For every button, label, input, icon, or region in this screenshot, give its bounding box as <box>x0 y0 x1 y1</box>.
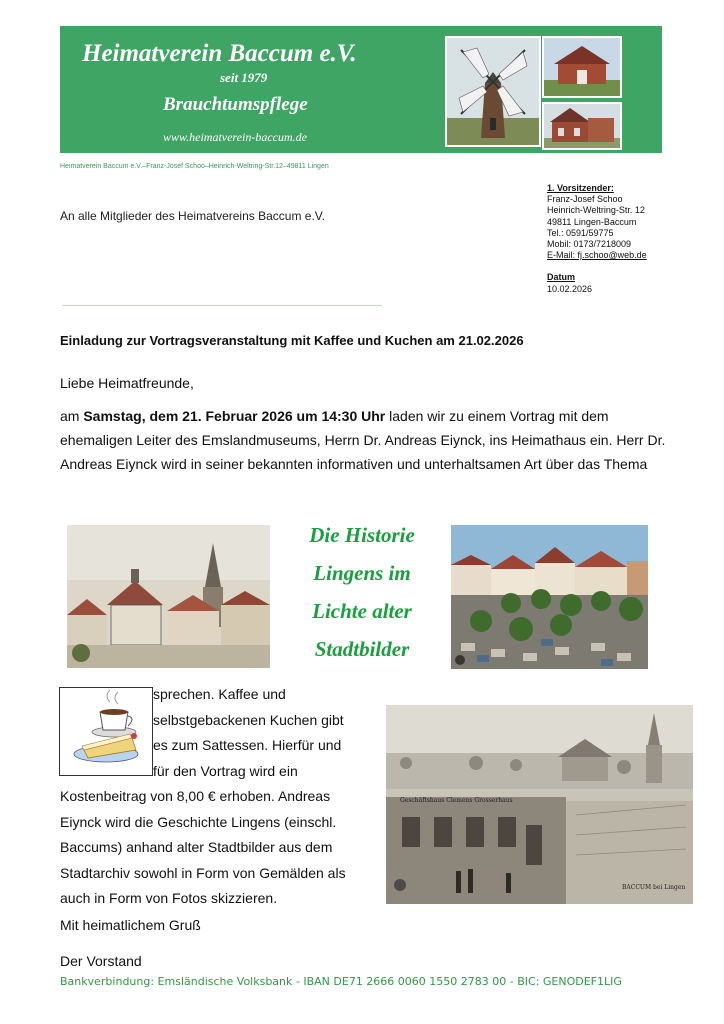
org-name: Heimatverein Baccum e.V. <box>82 40 357 67</box>
body-line: sprechen. Kaffee und <box>153 686 286 702</box>
org-website: www.heimatverein-baccum.de <box>163 130 307 144</box>
contact-role: 1. Vorsitzender: <box>547 183 614 193</box>
greeting: Liebe Heimatfreunde, <box>60 375 194 391</box>
event-datetime: Samstag, dem 21. Februar 2026 um 14:30 Uhr <box>83 408 386 424</box>
topic-line-3: Lichte alter <box>312 599 412 623</box>
contact-email[interactable]: E-Mail: fj.schoo@web.de <box>547 250 647 261</box>
body-text-continued <box>60 784 370 912</box>
body-text: laden wir zu einem Vortrag mit dem ehemaligen Leiter des Emslandmuseums, Herrn Dr. Andreas Eiynck, ins Heimathaus ein. Herr Dr. Andreas Eiynck wird in seiner bekannten informativen und unterhaltsamen Art über das Thema <box>60 408 666 472</box>
contact-city: 49811 Lingen-Baccum <box>547 216 637 227</box>
body-line: selbstgebackenen Kuchen gibt <box>153 711 344 728</box>
topic-line-4: Stadtbilder <box>314 637 410 661</box>
body-line: Kostenbeitrag von 8,00 € erhoben. Andreas <box>60 788 331 804</box>
body-line: Eiynck wird die Geschichte Lingens (einschl. <box>60 813 337 830</box>
body-intro: am <box>60 408 84 424</box>
postcard-caption-bottom: BACCUM bei Lingen <box>622 884 686 891</box>
topic-line-2: Lingens im <box>313 561 411 585</box>
body-line: Stadtarchiv sowohl in Form von Gemälden als <box>60 864 346 881</box>
heimathaus-photo <box>542 102 622 150</box>
header-banner <box>60 26 662 153</box>
topic-line-1: Die Historie <box>309 523 415 547</box>
postcard-caption-top: Geschäftshaus Clemens Grosserhaus <box>400 797 513 804</box>
body-line: es zum Sattessen. Hierfür und <box>153 737 342 753</box>
letter-date: 10.02.2026 <box>547 283 593 294</box>
house-photo <box>542 36 622 98</box>
signature: Der Vorstand <box>60 953 142 969</box>
recipient-line: An alle Mitglieder des Heimatvereins Baccum e.V. <box>60 209 326 223</box>
contact-street: Heinrich-Weltring-Str. 12 <box>547 205 645 216</box>
contact-name: Franz-Josef Schoo <box>547 194 623 205</box>
divider <box>62 305 382 306</box>
letter-subject: Einladung zur Vortragsveranstaltung mit Kaffee und Kuchen am 21.02.2026 <box>60 333 524 348</box>
contact-mobile: Mobil: 0173/7218009 <box>547 239 632 250</box>
baccum-postcard <box>386 705 693 904</box>
contact-block <box>547 183 647 295</box>
body-paragraph <box>60 404 670 476</box>
org-tagline: Brauchtumspflege <box>163 94 308 115</box>
body-line: für den Vortrag wird ein <box>153 762 298 779</box>
date-label: Datum <box>547 272 576 283</box>
lingen-painting <box>67 525 270 668</box>
bank-details-footer: Bankverbindung: Emsländische Volksbank - IBAN DE71 2666 0060 1550 2783 00 - BIC: GENODEF1LIG <box>60 975 622 988</box>
coffee-cake-clipart <box>59 687 153 776</box>
sender-address-line: Heimatverein Baccum e.V.–Franz-Josef Schoo–Heinrich-Weltring-Str.12–49811 Lingen <box>60 163 329 170</box>
org-since: seit 1979 <box>220 70 268 85</box>
windmill-photo <box>445 36 541 147</box>
body-text-wrapped <box>153 682 373 784</box>
market-square-photo <box>451 525 648 669</box>
lecture-topic <box>282 516 442 668</box>
body-line: auch in Form von Fotos skizzieren. <box>60 890 278 906</box>
closing: Mit heimatlichem Gruß <box>60 917 201 933</box>
contact-phone: Tel.: 0591/59775 <box>547 227 614 238</box>
body-line: Baccums) anhand alter Stadtbilder aus dem <box>60 839 333 855</box>
